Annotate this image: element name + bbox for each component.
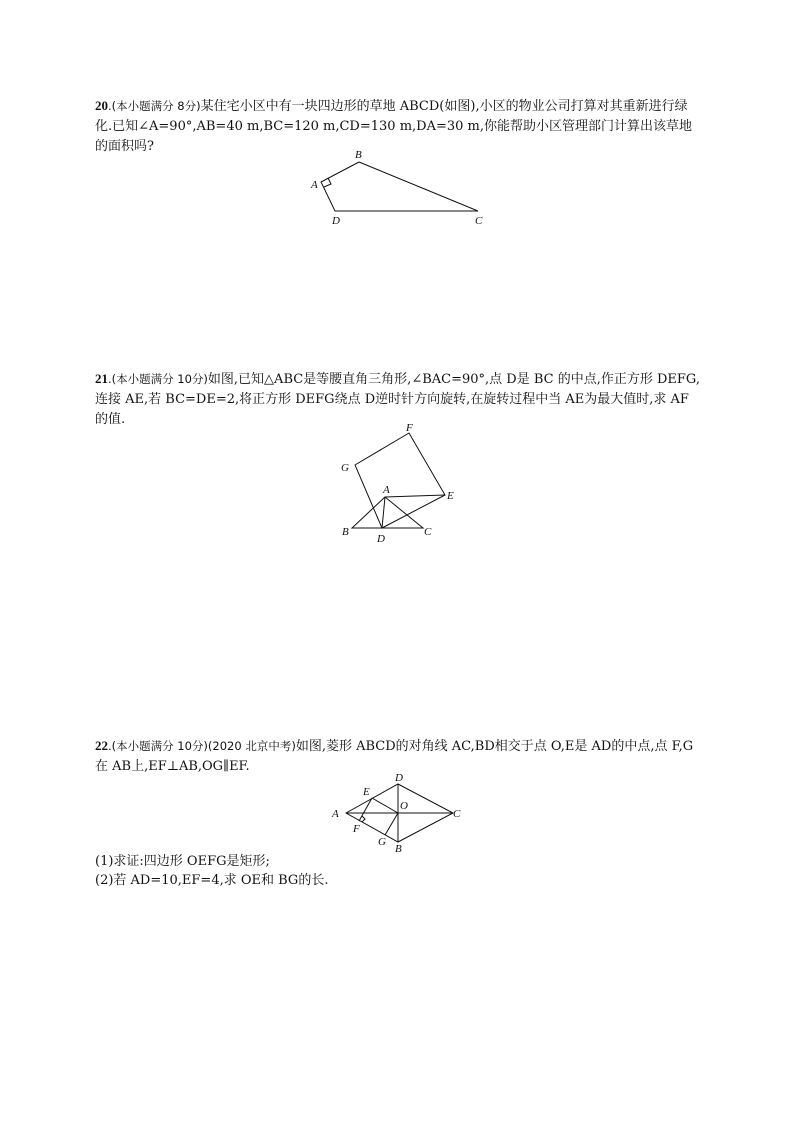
right-angle-mark <box>362 816 365 822</box>
problem-note: .(本小题满分 8分) <box>108 99 201 113</box>
label-a: A <box>311 179 318 191</box>
label-o: O <box>400 800 408 812</box>
label-b: B <box>355 149 362 161</box>
label-c: C <box>475 215 483 227</box>
label-g: G <box>341 462 349 474</box>
label-a: A <box>383 484 390 496</box>
problem-number: 22 <box>95 738 108 753</box>
figure-quadrilateral-abcd <box>300 145 500 230</box>
figure-rhombus <box>328 770 468 856</box>
label-a: A <box>332 808 339 820</box>
subquestion-1: (1)求证:四边形 OEFG是矩形; <box>95 854 270 869</box>
label-f: F <box>406 422 413 434</box>
problem-note: .(本小题满分 10分) <box>108 372 208 386</box>
label-b: B <box>342 526 349 538</box>
figure-triangle-square <box>335 418 465 548</box>
label-e: E <box>363 786 370 798</box>
problem-number: 20 <box>95 98 108 113</box>
label-f: F <box>353 823 360 835</box>
square-defg <box>355 433 445 528</box>
segment-eo <box>372 798 398 813</box>
segment-ad <box>382 497 385 528</box>
label-b: B <box>395 843 402 855</box>
problem-text: 如图,已知△ABC是等腰直角三角形,∠BAC=90°,点 D是 BC 的中点,作正方形 DEFG,连接 AE,若 BC=DE=2,将正方形 DEFG绕点 D逆时针方向旋转,在旋转过程中当 AE为最大值时,求 AF的值. <box>95 372 700 427</box>
segment-og <box>385 813 398 835</box>
label-d: D <box>377 533 385 545</box>
problem-number: 21 <box>95 371 108 386</box>
segment-ef <box>359 798 372 821</box>
label-d: D <box>395 772 403 784</box>
problem-text: 某住宅小区中有一块四边形的草地 ABCD(如图),小区的物业公司打算对其重新进行绿化.已知∠A=90°,AB=40 m,BC=120 m,CD=130 m,DA=30 m,你能帮助小区管理部门计算出该草地的面积吗? <box>95 99 692 154</box>
quadrilateral-outline <box>321 162 478 211</box>
label-e: E <box>447 490 454 502</box>
segment-ae <box>385 495 445 497</box>
label-c: C <box>424 526 432 538</box>
label-g: G <box>378 836 386 848</box>
problem-text: 如图,菱形 ABCD的对角线 AC,BD相交于点 O,E是 AD的中点,点 F,G在 AB上,EF⊥AB,OG∥EF. <box>95 739 694 774</box>
label-d: D <box>332 215 340 227</box>
subquestion-2: (2)若 AD=10,EF=4,求 OE和 BG的长. <box>95 873 329 888</box>
problem-note: .(本小题满分 10分)(2020 北京中考) <box>108 739 296 753</box>
label-c: C <box>453 808 461 820</box>
